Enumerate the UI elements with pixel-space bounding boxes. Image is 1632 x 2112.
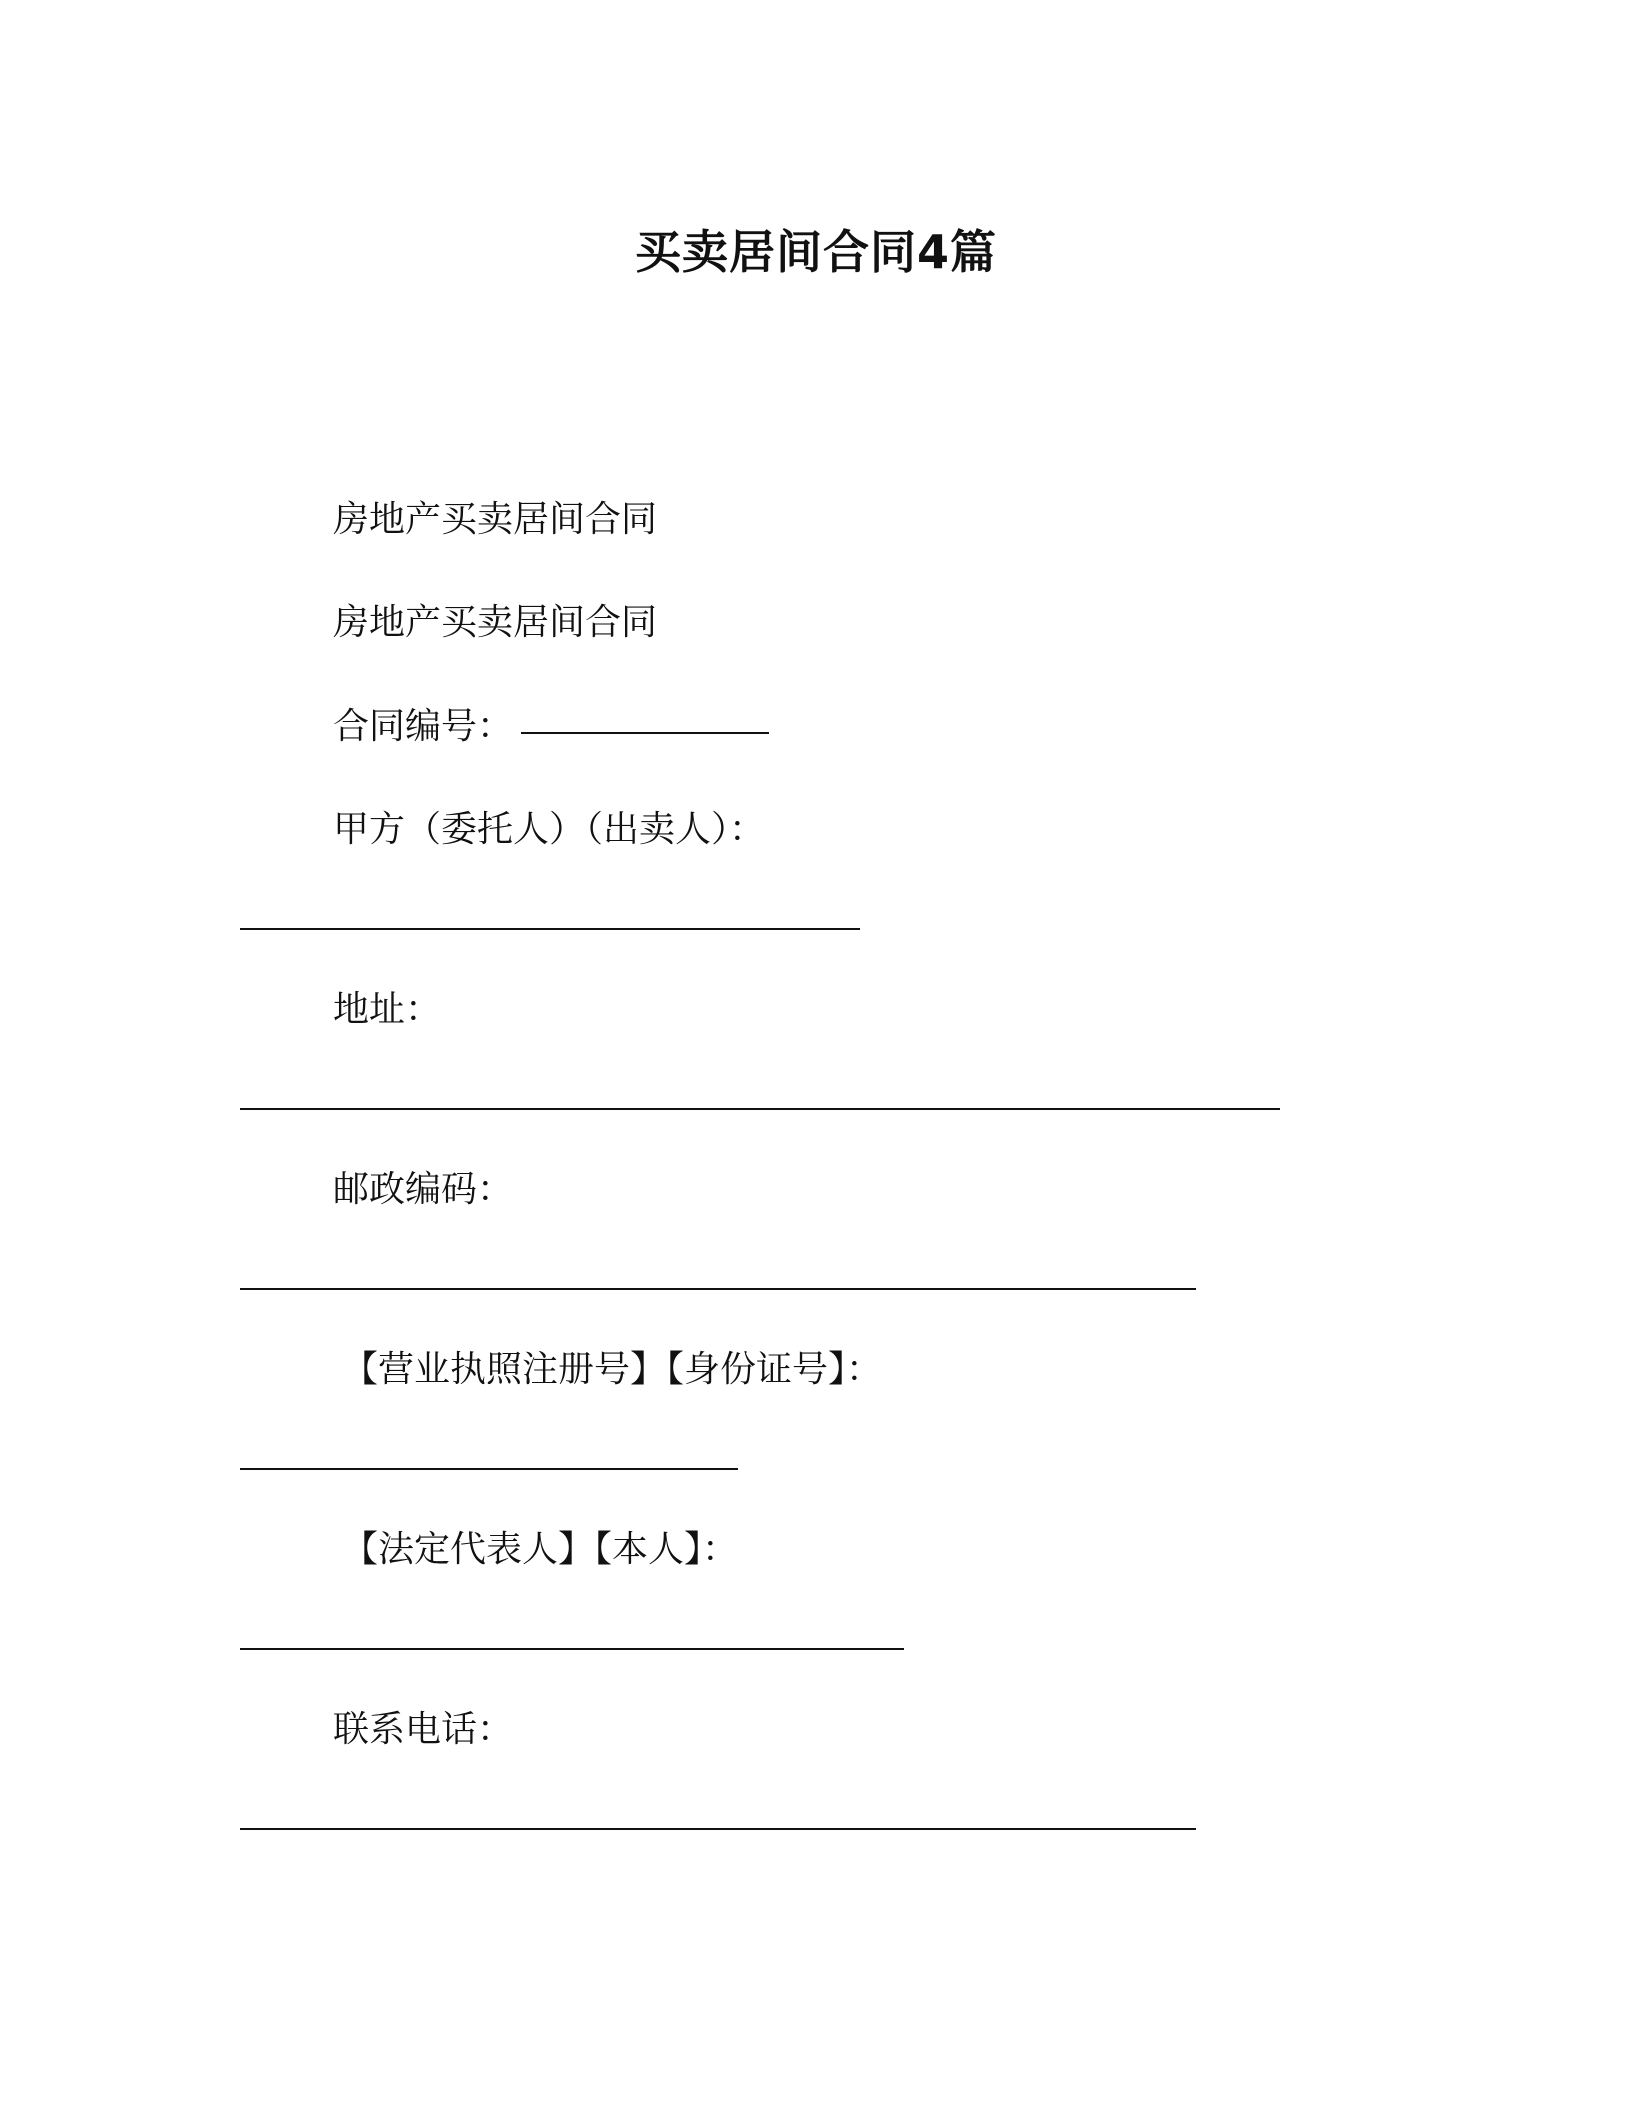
party-a-blank — [240, 928, 860, 930]
phone-blank — [240, 1828, 1196, 1830]
legal-rep-label: 【法定代表人】【本人】： — [342, 1529, 739, 1570]
contract-number-label: 合同编号： — [333, 706, 514, 747]
contract-number-row — [333, 703, 769, 751]
phone-label: 联系电话： — [333, 1709, 514, 1750]
postal-code-label: 邮政编码： — [333, 1169, 514, 1210]
subtitle-line-1: 房地产买卖居间合同 — [333, 499, 658, 540]
address-blank — [240, 1108, 1280, 1110]
contract-number-blank — [521, 732, 769, 734]
postal-code-blank — [240, 1288, 1196, 1290]
subtitle-line-2: 房地产买卖居间合同 — [333, 602, 658, 643]
license-id-blank — [240, 1468, 738, 1470]
party-a-label: 甲方（委托人）（出卖人）： — [333, 809, 766, 850]
document-title: 买卖居间合同4篇 — [634, 225, 997, 279]
legal-rep-blank — [240, 1648, 904, 1650]
license-id-label: 【营业执照注册号】【身份证号】： — [342, 1349, 883, 1390]
address-label: 地址： — [333, 989, 442, 1030]
